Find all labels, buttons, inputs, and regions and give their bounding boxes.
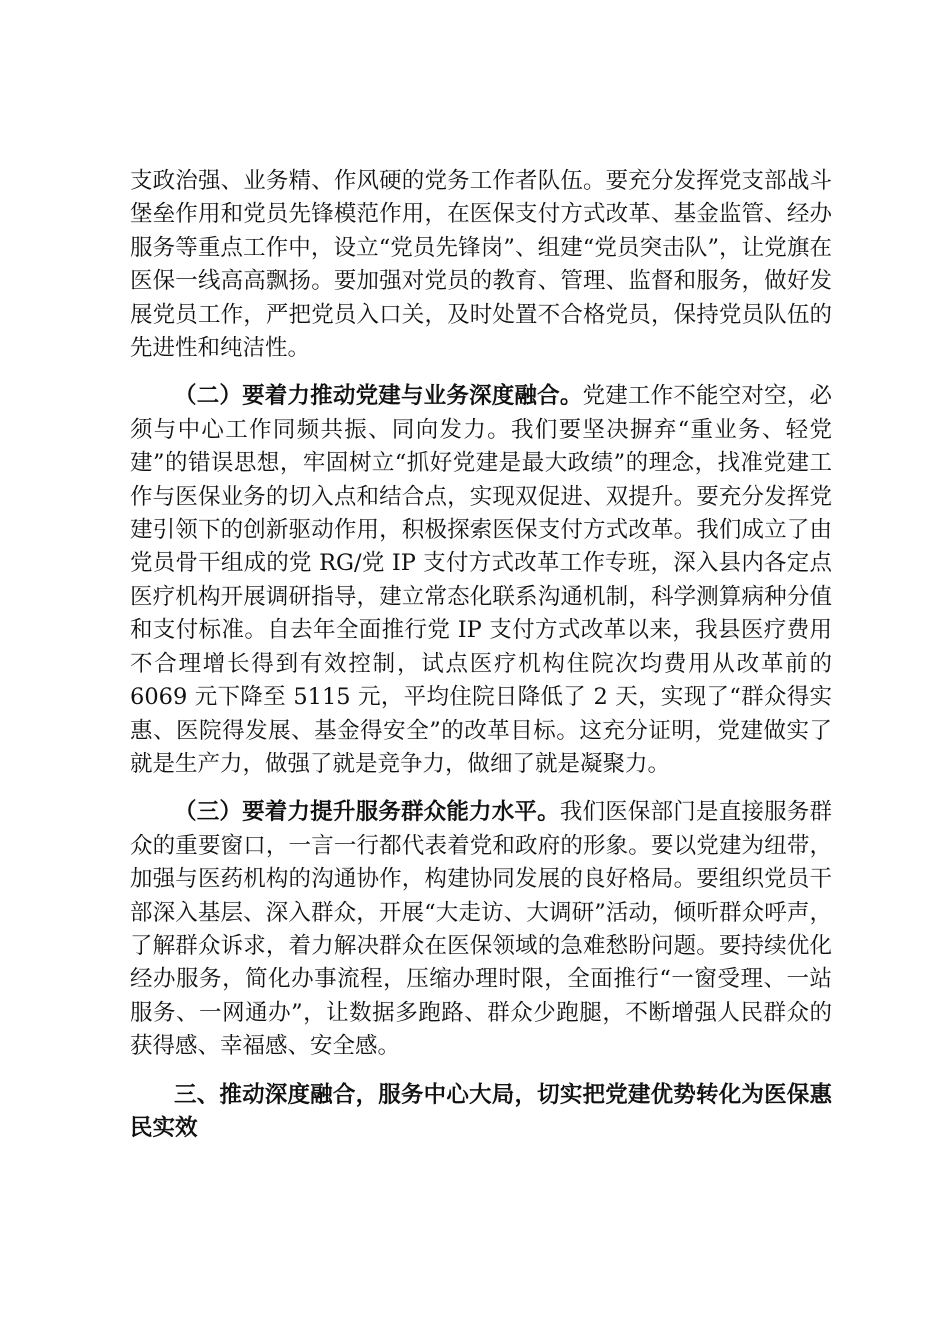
document-body [130, 165, 832, 1145]
section-3-body: 我们医保部门是直接服务群众的重要窗口，一言一行都代表着党和政府的形象。要以党建为纽带，加强与医药机构的沟通协作，构建协同发展的良好格局。要组织党员干部深入基层、深入群众，开展“大走访、大调研”活动，倾听群众呼声，了解群众诉求，着力解决群众在医保领域的急难愁盼问题。要持续优化经办服务，简化办事流程，压缩办理时限，全面推行“一窗受理、一站服务、一网通办”，让数据多跑路、群众少跑腿，不断增强人民群众的获得感、幸福感、安全感。 [130, 799, 832, 1060]
section-2-paragraph [130, 380, 832, 781]
section-3-lead: （三）要着力提升服务群众能力水平。 [174, 799, 560, 826]
section-2-lead: （二）要着力推动党建与业务深度融合。 [174, 383, 583, 410]
section-2-body: 党建工作不能空对空，必须与中心工作同频共振、同向发力。我们要坚决摒弃“重业务、轻党建”的错误思想，牢固树立“抓好党建是最大政绩”的理念，找准党建工作与医保业务的切入点和结合点，实现双促进、双提升。要充分发挥党建引领下的创新驱动作用，积极探索医保支付方式改革。我们成立了由党员骨干组成的党 RG/党 IP 支付方式改革工作专班，深入县内各定点医疗机构开展调研指导，建立常态化联系沟通机制，科学测算病种分值和支付标准。自去年全面推行党 IP 支付方式改革以来，我县医疗费用不合理增长得到有效控制，试点医疗机构住院次均费用从改革前的 6069 元下降至 5115 元，平均住院日降低了 2 天，实现了“群众得实惠、医院得发展、基金得安全”的改革目标。这充分证明，党建做实了就是生产力，做强了就是竞争力，做细了就是凝聚力。 [130, 383, 832, 777]
section-3-paragraph [130, 796, 832, 1063]
section-heading-3: 三、推动深度融合，服务中心大局，切实把党建优势转化为医保惠民实效 [130, 1081, 832, 1141]
paragraph-party-worker-team: 支政治强、业务精、作风硬的党务工作者队伍。要充分发挥党支部战斗堡垒作用和党员先锋模范作用，在医保支付方式改革、基金监管、经办服务等重点工作中，设立“党员先锋岗”、组建“党员突击队”，让党旗在医保一线高高飘扬。要加强对党员的教育、管理、监督和服务，做好发展党员工作，严把党员入口关，及时处置不合格党员，保持党员队伍的先进性和纯洁性。 [130, 168, 832, 362]
